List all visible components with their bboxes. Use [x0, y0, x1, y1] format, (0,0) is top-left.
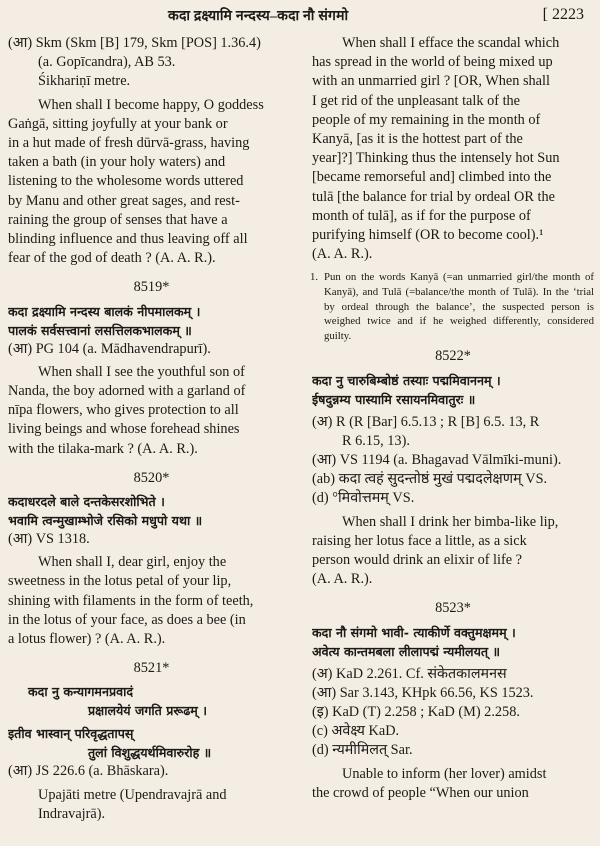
- sanskrit-verse-line: पालकं सर्वसत्त्वानां लसत्तिलकभालकम् ॥: [8, 322, 192, 338]
- source-line: (आ) VS 1318.: [8, 531, 90, 548]
- sanskrit-verse-line: कदा द्रक्ष्यामि नन्दस्य बालकं नीपमालकम् ।: [8, 303, 201, 319]
- source-line: (आ) Skm (Skm [B] 179, Skm [POS] 1.36.4): [8, 35, 261, 51]
- sanskrit-verse-line: कदा नौ संगमो भावी- त्याकीर्णे वक्तुमक्षमम् ।: [312, 624, 516, 640]
- source-line: (आ) PG 104 (a. Mādhavendrapurī).: [8, 340, 211, 357]
- source-line: (आ) Sar 3.143, KHpk 66.56, KS 1523.: [312, 684, 534, 701]
- verse-number: 8522*: [435, 348, 471, 365]
- sanskrit-verse-line: अवेत्य कान्तमबला लीलापद्मं न्यमीलयत् ॥: [312, 643, 500, 659]
- metre-note: Śikhariṇī metre.: [38, 73, 131, 90]
- footnote-number: 1.: [310, 271, 319, 284]
- source-line: (इ) KaD (T) 2.258 ; KaD (M) 2.258.: [312, 704, 520, 721]
- sanskrit-verse-line: तुलां विशुद्धयर्थमिवारुरोह ॥: [88, 745, 212, 761]
- footnote: [312, 270, 594, 343]
- sanskrit-verse-line: कदाधरदले बाले दन्तकेसरशोभिते ।: [8, 494, 165, 510]
- translation-paragraph: When shall I become happy, O goddess Gaṅgā, sitting joyfully at your bank or in a hut made of fresh dūrvā-grass, having taken a bath (in your holy waters) and listening to the wholesome words uttered by Manu and other great sages, and rest- raining the group of senses that have a blinding influence and thus leaving off all fear of the god of death ? (A. A. R.).: [8, 96, 264, 267]
- source-line: (a. Gopīcandra), AB 53.: [38, 54, 176, 71]
- page-header: [0, 4, 600, 30]
- sanskrit-verse-line: प्रक्षालयेयं जगति प्ररूढम् ।: [88, 703, 207, 719]
- metre-note: Indravajrā).: [38, 805, 106, 822]
- source-line: (अ) KaD 2.261. Cf. संकेतकालमनस: [312, 665, 507, 682]
- footnote-text: Pun on the words Kanyā (=an unmarried girl/the month of Kanyā), and Tulā (=balance/the month of Tulā). In the ‘trial by ordeal through the balance’, the suspected person is weighed twice and if he weighed differently, considered guilty.: [324, 271, 594, 342]
- running-title: कदा द्रक्ष्यामि नन्दस्य–कदा नौ संगमो: [168, 9, 349, 24]
- sanskrit-verse-line: भवामि त्वन्मुखाम्भोजे रसिको मधुपो यथा ॥: [8, 513, 203, 529]
- translation-paragraph: When shall I efface the scandal which has spread in the world of being mixed up with an unmarried girl ? [OR, When shall I get rid of the unpleasant talk of the people of my remaining in the month of Kanyā, [as it is the hottest part of the year]?] Thinking thus the intensely hot Sun [became remorseful and] climbed into the tulā [the balance for trial by ordeal OR the month of tulā], as if for the purpose of purifying himself (OR to become cool).¹ (A. A. R.).: [312, 35, 560, 263]
- translation-paragraph: Unable to inform (her lover) amidst the crowd of people “When our union: [312, 765, 547, 801]
- source-line: R 6.15, 13).: [342, 432, 410, 449]
- sanskrit-verse-line: ईषदुन्नम्य पास्यामि रसायनमिवातुरः ॥: [312, 391, 476, 407]
- right-column: [312, 34, 594, 803]
- verse-number: 8521*: [133, 660, 170, 677]
- page-number: [ 2223: [542, 6, 584, 23]
- metre-note: Upajāti metre (Upendravajrā and: [38, 786, 227, 803]
- source-line: (ab) कदा त्वहं सुदन्तोष्ठं मुखं पद्मदलेक्षणम् VS.: [312, 471, 548, 488]
- source-line: (d) न्यमीमिलत् Sar.: [312, 742, 413, 759]
- source-line: (c) अवेक्ष्य KaD.: [312, 723, 400, 740]
- verse-number: 8520*: [133, 469, 170, 486]
- source-line: (d) °मिवोत्तमम् VS.: [312, 490, 415, 507]
- translation-paragraph: When shall I drink her bimba-like lip, raising her lotus face a little, as a sick person would drink an elixir of life ? (A. A. R.).: [312, 513, 559, 588]
- sanskrit-verse-line: इतीव भास्वान् परिवृद्धतापस्: [8, 726, 134, 742]
- verse-number: 8523*: [435, 600, 471, 617]
- verse-number: 8519*: [133, 279, 170, 296]
- left-column: [8, 34, 295, 824]
- source-line: (अ) R (R [Bar] 6.5.13 ; R [B] 6.5. 13, R: [312, 413, 540, 430]
- source-line: (आ) VS 1194 (a. Bhagavad Vālmīki-muni).: [312, 452, 562, 469]
- source-line: (आ) JS 226.6 (a. Bhāskara).: [8, 763, 169, 780]
- sanskrit-verse-line: कदा नु चारुबिम्बोष्ठं तस्याः पद्ममिवाननम् ।: [312, 372, 501, 388]
- translation-paragraph: When shall I see the youthful son of Nanda, the boy adorned with a garland of nīpa flowers, who gives protection to all living beings and whose forehead shines with the tilaka-mark ? (A. A. R.).: [8, 363, 246, 457]
- translation-paragraph: When shall I, dear girl, enjoy the sweetness in the lotus petal of your lip, shining with filaments in the form of teeth, in the lotus of your face, as does a bee (in a lotus flower) ? (A. A. R.).: [8, 554, 254, 648]
- sanskrit-verse-line: कदा नु कन्यागमनप्रवादं: [28, 684, 134, 700]
